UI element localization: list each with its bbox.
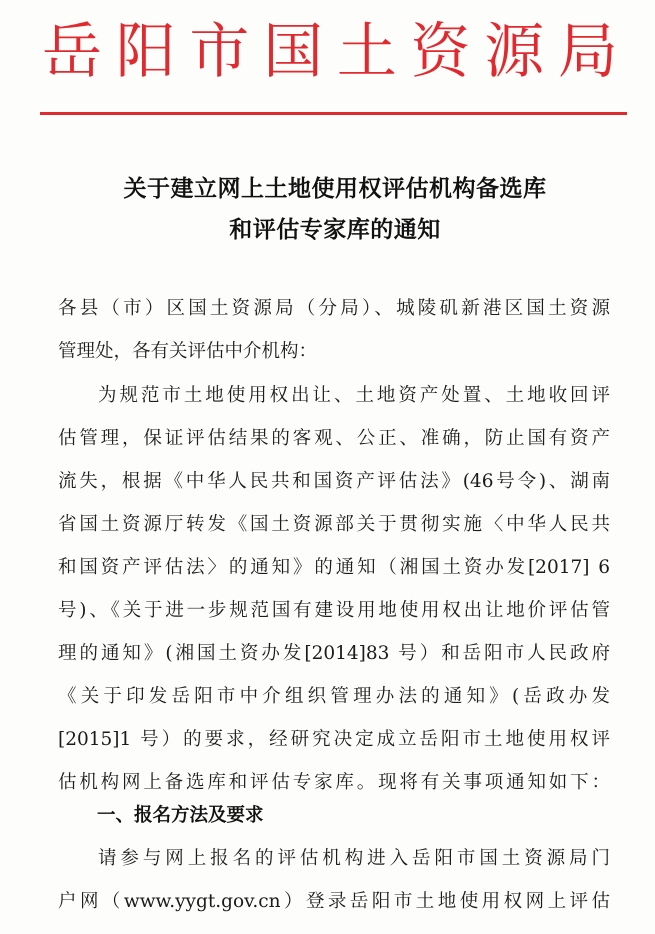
agency-name	[40, 14, 620, 90]
body-line: 各县（市）区国土资源局（分局）、城陵矶新港区国土资源	[58, 298, 610, 319]
body-line: 户网（www.yygt.gov.cn）登录岳阳市土地使用权网上评估	[58, 891, 610, 912]
body-line: 和国资产评估法〉的通知》的通知（湘国土资办发[2017] 6	[58, 557, 610, 578]
body-line: 请参与网上报名的评估机构进入岳阳市国土资源局门	[98, 848, 610, 869]
body-line: [2015]1 号）的要求，经研究决定成立岳阳市土地使用权评	[58, 729, 610, 750]
body-line: 管理处，各有关评估中介机构：	[58, 341, 318, 362]
body-line: 估机构网上备选库和评估专家库。现将有关事项通知如下：	[58, 772, 610, 793]
body-line: 省国土资源厅转发《国土资源部关于贯彻实施〈中华人民共	[58, 514, 610, 535]
agency-char: 资	[410, 17, 471, 87]
agency-char: 源	[484, 17, 545, 87]
section-heading: 一、报名方法及要求	[97, 805, 264, 826]
agency-char: 局	[557, 17, 618, 87]
body-line: 《关于印发岳阳市中介组织管理办法的通知》(岳政办发	[58, 686, 610, 707]
agency-char: 土	[336, 17, 397, 87]
body-line: 为规范市土地使用权出让、土地资产处置、土地收回评	[98, 385, 610, 406]
body-line: 号)、《关于进一步规范国有建设用地使用权出让地价评估管	[58, 600, 610, 621]
agency-char: 阳	[115, 17, 176, 87]
agency-char: 市	[189, 17, 250, 87]
body-line: 流失，根据《中华人民共和国资产评估法》(46号令)、湖南	[58, 471, 610, 492]
document-title-line-2: 和评估专家库的通知	[229, 217, 441, 243]
agency-char: 岳	[42, 17, 102, 87]
document-title-line-1: 关于建立网上土地使用权评估机构备选库	[123, 176, 547, 202]
letterhead-divider	[40, 112, 627, 115]
letterhead	[0, 0, 655, 118]
body-line: 理的通知》(湘国土资办发[2014]83 号）和岳阳市人民政府	[58, 643, 610, 664]
body-line: 估管理，保证评估结果的客观、公正、准确，防止国有资产	[58, 428, 610, 449]
agency-char: 国	[263, 17, 324, 87]
